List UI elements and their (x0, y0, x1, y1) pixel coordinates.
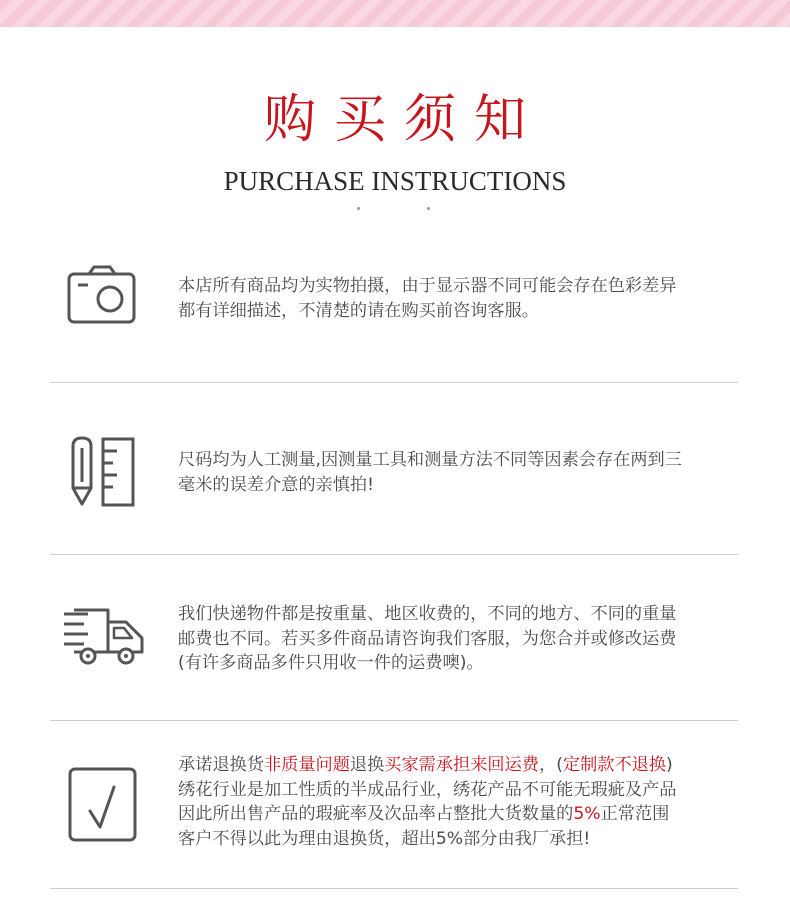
notice-text-shipping (178, 602, 740, 676)
section-divider (50, 888, 738, 889)
section-divider (50, 382, 738, 383)
text-fragment: 正常范围 (600, 804, 670, 824)
notice-line: 客户不得以此为理由退换货，超出5%部分由我厂承担! (178, 828, 591, 849)
delivery-truck-icon (62, 608, 146, 666)
section-divider (50, 554, 738, 555)
notice-line: 邮费也不同。若买多件商品请咨询我们客服，为您合并或修改运费 (178, 628, 677, 649)
notice-section-shipping (50, 602, 738, 692)
page-title: 购买须知 (263, 90, 544, 150)
notice-line: 本店所有商品均为实物拍摄，由于显示器不同可能会存在色彩差异 (178, 276, 677, 296)
section-divider (50, 720, 738, 721)
notice-line (178, 802, 740, 827)
text-fragment: ) (666, 755, 673, 775)
notice-line: (有许多商品多件只用收一件的运费噢)。 (178, 653, 484, 673)
pen-ruler-icon (70, 436, 136, 508)
notice-section-measurement (50, 434, 738, 514)
camera-icon (67, 264, 137, 324)
top-banner (0, 0, 790, 27)
notice-line: 绣花行业是加工性质的半成品行业，绣花产品不可能无瑕疵及产品 (178, 779, 677, 800)
highlight-text: 买家需承担来回运费 (384, 755, 539, 775)
notice-text-measurement (178, 448, 740, 497)
highlight-text: 非质量问题 (263, 755, 350, 775)
highlight-text: 定制款不退换 (562, 755, 667, 775)
notice-line: 毫米的误差介意的亲慎拍! (178, 474, 374, 495)
notice-text-photos (178, 274, 740, 323)
text-fragment: 退换 (349, 755, 385, 775)
highlight-text: 5% (573, 804, 601, 824)
text-fragment: ，( (539, 755, 563, 775)
notice-line: 都有详细描述，不清楚的请在购买前咨询客服。 (178, 300, 539, 321)
page-subtitle: PURCHASE INSTRUCTIONS (223, 166, 567, 196)
title-ornament (355, 207, 435, 211)
notice-line (178, 753, 740, 778)
notice-line: 尺码均为人工测量,因测量工具和测量方法不同等因素会存在两到三 (178, 450, 682, 470)
notice-section-photos (50, 262, 738, 342)
notice-section-returns (50, 753, 738, 863)
text-fragment: 承诺退换货 (178, 755, 264, 775)
notice-text-returns (178, 753, 740, 851)
checkmark-box-icon (68, 767, 138, 843)
text-fragment: 因此所出售产品的瑕疵率及次品率占整批大货数量的 (178, 804, 574, 824)
notice-line: 我们快递物件都是按重量、地区收费的，不同的地方、不同的重量 (178, 604, 677, 624)
